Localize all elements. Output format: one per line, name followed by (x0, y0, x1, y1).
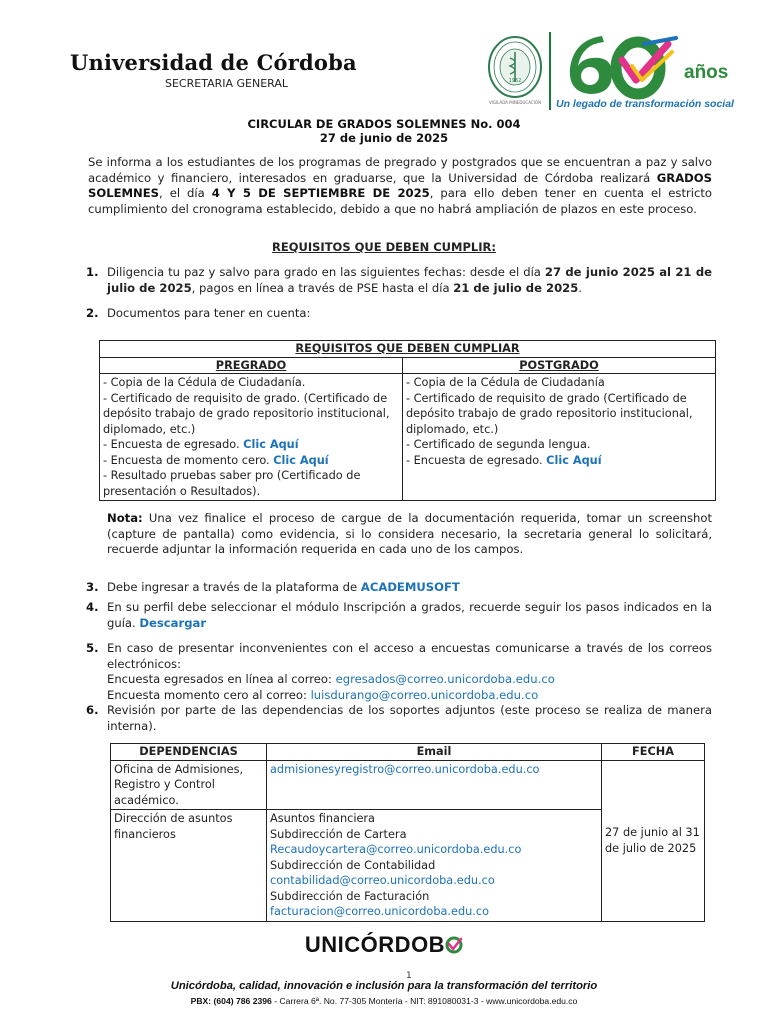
postgrado-requirements: - Copia de la Cédula de Ciudadanía - Certificado de requisito de grado (Certificado de depósito trabajo de grado repositorio institucional, diplomado, etc.) - Certificado de segunda lengua. - Encuesta de egresado. Clic Aquí (403, 374, 716, 501)
finance-emails-cell: Asuntos financiera Subdirección de Cartera Recaudoycartera@correo.unicordoba.edu.co Subdirección de Contabilidad contabilidad@correo.unicordoba.edu.co Subdirección de Facturación facturacion@correo.unicordoba.edu.co (267, 810, 602, 922)
dependencias-header: DEPENDENCIAS (111, 744, 267, 761)
date-range-cell: 27 de junio al 31 de julio de 2025 (602, 760, 705, 921)
facturacion-email-link[interactable]: facturacion@correo.unicordoba.edu.co (270, 905, 489, 918)
pregrado-header: PREGRADO (100, 357, 403, 374)
header-divider (549, 32, 551, 110)
footer-slogan: Unicórdoba, calidad, innovación e inclusión para la transformación del territorio (170, 980, 598, 992)
circular-date: 27 de junio de 2025 (319, 131, 449, 145)
item-4-text: En su perfil debe seleccionar el módulo Inscripción a grados, recuerde seguir los pasos indicados en la guía. Descargar (107, 600, 712, 630)
office-name: SECRETARIA GENERAL (165, 77, 289, 90)
intro-paragraph: Se informa a los estudiantes de los programas de pregrado y postgrados que se encuentran a paz y salvo académico y financiero, interesados en graduarse, que la Universidad de Córdoba realizará GRADOS SOLEMNES, el día 4 Y 5 DE SEPTIEMBRE DE 2025, para ello deben tener en cuenta el estricto cumplimiento del cronograma establecido, debido a que no habrá ampliación de plazos en este proceso. (88, 155, 713, 216)
anniversary-tagline: Un legado de transformación social (556, 98, 734, 110)
footer-contact: PBX: (604) 786 2396 - Carrera 6ª. No. 77-305 Montería - NIT: 891080031-3 - www.unicordoba.edu.co (190, 996, 578, 1006)
dependencies-table (110, 743, 705, 922)
university-name: Universidad de Córdoba (70, 50, 357, 75)
egresado-survey-link[interactable]: Clic Aquí (243, 438, 299, 451)
university-seal-icon (486, 36, 544, 102)
circular-title: CIRCULAR DE GRADOS SOLEMNES No. 004 (247, 117, 521, 131)
item-1-text: Diligencia tu paz y salvo para grado en las siguientes fechas: desde el día 27 de junio 2025 al 21 de julio de 2025, pagos en línea a través de PSE hasta el día 21 de julio de 2025. (107, 265, 713, 295)
item-number: 2. (86, 306, 99, 320)
requirements-table (99, 340, 716, 501)
academusoft-link[interactable]: ACADEMUSOFT (360, 580, 460, 594)
item-3-text: Debe ingresar a través de la plataforma de ACADEMUSOFT (107, 580, 460, 594)
note-paragraph: Nota: Una vez finalice el proceso de cargue de la documentación requerida, tomar un screenshot (capture de pantalla) como evidencia, si lo considera necesario, la secretaria general lo solicitará, recuerde adjuntar la información requerida en cada uno de los campos. (107, 511, 712, 556)
svg-text:1962: 1962 (508, 78, 522, 84)
download-guide-link[interactable]: Descargar (139, 615, 207, 630)
footer-logo-check-icon (445, 936, 463, 954)
dependency-cell: Oficina de Admisiones, Registro y Control académico. (111, 760, 267, 810)
email-header: Email (267, 744, 602, 761)
item-6-text: Revisión por parte de las dependencias de los soportes adjuntos (este proceso se realiza de manera interna). (107, 703, 712, 733)
admisiones-email-link[interactable]: admisionesyregistro@correo.unicordoba.edu.co (270, 762, 540, 776)
dependency-cell: Dirección de asuntos financieros (111, 810, 267, 922)
seal-caption: VIGILADA MINEDUCACIÓN (489, 100, 541, 105)
requirements-table-title: REQUISITOS QUE DEBEN CUMPLIAR (100, 341, 716, 358)
anniversary-years-label: años (684, 62, 729, 83)
postgrado-header: POSTGRADO (403, 357, 716, 374)
momento-cero-email-link[interactable]: luisdurango@correo.unicordoba.edu.co (310, 687, 539, 702)
item-2-text: Documentos para tener en cuenta: (107, 306, 311, 320)
postgrado-egresado-survey-link[interactable]: Clic Aquí (546, 453, 602, 467)
page-number: 1 (406, 971, 412, 981)
item-5-text: En caso de presentar inconvenientes con el acceso a encuestas comunicarse a través de los correos electrónicos: Encuesta egresados en línea al correo: egresados@correo.unicordoba.edu.co Encuesta momento cero al correo: luisdurango@correo.unicordoba.edu.co (107, 641, 712, 702)
egresados-email-link[interactable]: egresados@correo.unicordoba.edu.co (335, 672, 555, 686)
requirements-heading: REQUISITOS QUE DEBEN CUMPLIR: (272, 240, 496, 254)
item-number: 1. (86, 265, 99, 279)
item-number: 4. (86, 600, 99, 614)
item-number: 3. (86, 580, 99, 594)
cartera-email-link[interactable]: Recaudoycartera@correo.unicordoba.edu.co (270, 843, 522, 856)
momento-cero-survey-link[interactable]: Clic Aquí (273, 453, 329, 467)
contabilidad-email-link[interactable]: contabilidad@correo.unicordoba.edu.co (270, 874, 495, 887)
unicordoba-footer-logo: UNICÓRDOB (0, 932, 768, 958)
item-number: 6. (86, 703, 99, 717)
fecha-header: FECHA (602, 744, 705, 761)
pregrado-requirements: - Copia de la Cédula de Ciudadanía. - Certificado de requisito de grado. (Certificado de depósito trabajo de grado repositorio institucional, diplomado, etc.) - Encuesta de egresado. Clic Aquí - Encuesta de momento cero. Clic Aquí - Resultado pruebas saber pro (Certificado de presentación o Resultados). (100, 374, 403, 501)
item-number: 5. (86, 641, 99, 655)
